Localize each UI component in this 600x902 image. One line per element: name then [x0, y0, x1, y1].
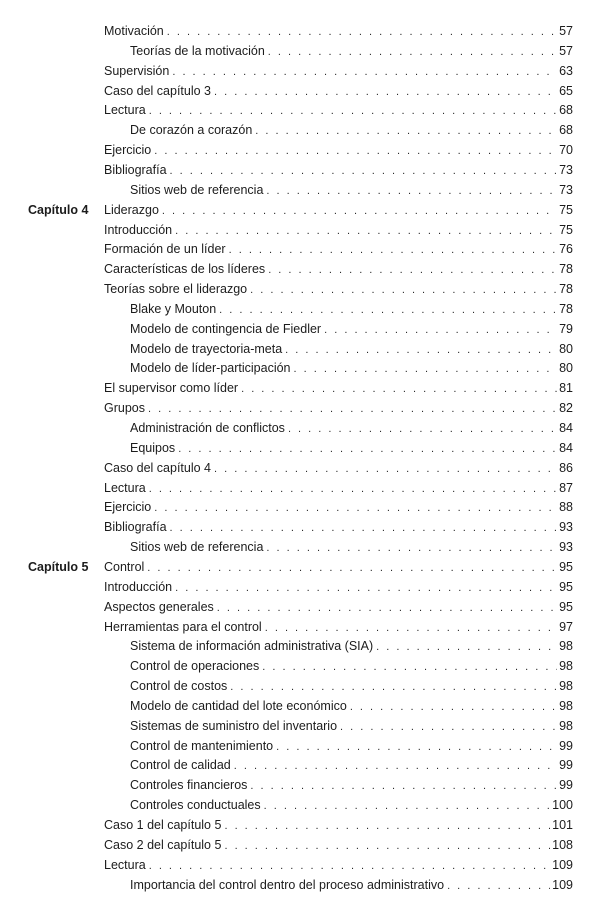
- toc-row: [0, 756, 600, 774]
- page-number: 68: [559, 103, 573, 118]
- page-number: 98: [559, 659, 573, 674]
- page-number: 78: [559, 262, 573, 277]
- entry-title: Formación de un líder: [104, 242, 226, 257]
- toc-row: [0, 677, 600, 695]
- toc-entry[interactable]: [104, 62, 573, 81]
- toc-row: [0, 419, 600, 437]
- page-number: 75: [559, 222, 573, 237]
- toc-subentry[interactable]: [130, 340, 573, 359]
- page-number: 88: [559, 500, 573, 515]
- page-number: 93: [559, 520, 573, 535]
- page-number: 73: [559, 162, 573, 177]
- entry-title: Caso 1 del capítulo 5: [104, 818, 222, 832]
- entry-title: Caso 2 del capítulo 5: [104, 837, 222, 852]
- toc-entry[interactable]: [104, 101, 573, 120]
- entry-title: Supervisión: [104, 63, 170, 78]
- dot-leader: [170, 162, 558, 180]
- chapter-label: Capítulo 4: [28, 202, 89, 217]
- toc-entry[interactable]: [104, 22, 573, 41]
- dot-leader: [268, 261, 557, 279]
- page-number: 84: [559, 440, 573, 455]
- toc-entry[interactable]: [104, 260, 573, 279]
- dot-leader: [276, 738, 557, 756]
- chapter-label: Capítulo 5: [28, 559, 89, 574]
- entry-title: Caso del capítulo 3: [104, 83, 212, 98]
- entry-title: Teorías sobre el liderazgo: [104, 282, 248, 297]
- dot-leader: [288, 420, 557, 438]
- toc-row: [0, 479, 600, 497]
- toc-subentry[interactable]: [130, 439, 573, 458]
- page-number: 86: [559, 460, 573, 475]
- toc-entry[interactable]: [104, 240, 573, 259]
- dot-leader: [178, 440, 557, 458]
- toc-subentry[interactable]: [130, 637, 573, 656]
- page-number: 87: [559, 480, 573, 495]
- toc-row: [0, 320, 600, 338]
- toc-entry[interactable]: [104, 82, 573, 101]
- toc-subentry[interactable]: [130, 657, 573, 676]
- entry-title: Control de costos: [130, 679, 228, 694]
- toc-row: [0, 82, 600, 100]
- toc-entry[interactable]: [104, 479, 573, 498]
- dot-leader: [148, 400, 557, 418]
- entry-title: Introducción: [104, 222, 173, 237]
- page-number: 84: [559, 421, 573, 435]
- entry-title: Modelo de contingencia de Fiedler: [130, 321, 322, 336]
- dot-leader: [324, 321, 557, 339]
- dot-leader: [266, 539, 557, 557]
- entry-title: Herramientas para el control: [104, 619, 262, 634]
- toc-row: [0, 737, 600, 755]
- page-number: 98: [559, 639, 573, 654]
- toc-row: [0, 856, 600, 874]
- entry-title: Sitios web de referencia: [130, 182, 264, 197]
- toc-row: [0, 697, 600, 715]
- page-number: 101: [552, 818, 573, 832]
- toc-entry[interactable]: [104, 379, 573, 398]
- toc-subentry[interactable]: [130, 300, 573, 319]
- toc-entry[interactable]: [104, 459, 573, 478]
- toc-entry[interactable]: [104, 201, 573, 220]
- entry-title: Teorías de la motivación: [130, 43, 265, 58]
- toc-row: [0, 657, 600, 675]
- page-number: 68: [559, 123, 573, 138]
- entry-title: Sistemas de suministro del inventario: [130, 718, 338, 733]
- page-number: 108: [552, 837, 573, 852]
- entry-title: Lectura: [104, 103, 146, 118]
- toc-subentry[interactable]: [130, 359, 573, 378]
- page-number: 65: [559, 83, 573, 98]
- dot-leader: [154, 499, 557, 517]
- dot-leader: [154, 142, 557, 160]
- entry-title: Introducción: [104, 579, 173, 594]
- page-number: 99: [559, 738, 573, 753]
- toc-subentry[interactable]: [130, 776, 573, 795]
- dot-leader: [234, 757, 557, 775]
- dot-leader: [224, 837, 550, 855]
- dot-leader: [214, 83, 557, 101]
- entry-title: Aspectos generales: [104, 599, 214, 614]
- toc-entry[interactable]: [104, 280, 573, 299]
- entry-title: Grupos: [104, 401, 145, 416]
- toc-row: [0, 280, 600, 298]
- toc-row: [0, 439, 600, 457]
- entry-title: Bibliografía: [104, 162, 167, 177]
- toc-row: [0, 379, 600, 397]
- toc-row: [0, 201, 600, 219]
- page-number: 70: [559, 143, 573, 158]
- dot-leader: [170, 519, 558, 537]
- toc-row: [0, 121, 600, 139]
- toc-row: [0, 717, 600, 735]
- entry-title: Ejercicio: [104, 143, 152, 158]
- page-number: 98: [559, 698, 573, 713]
- entry-title: Equipos: [130, 440, 176, 455]
- dot-leader: [241, 380, 557, 398]
- toc-subentry[interactable]: [130, 677, 573, 696]
- toc-row: [0, 498, 600, 516]
- toc-entry[interactable]: [104, 598, 573, 617]
- dot-leader: [294, 360, 558, 378]
- toc-row: [0, 618, 600, 636]
- toc-row: [0, 816, 600, 834]
- entry-title: Ejercicio: [104, 500, 152, 515]
- page-number: 97: [559, 619, 573, 634]
- toc-row: [0, 796, 600, 814]
- entry-title: Sistema de información administrativa (SIA): [130, 639, 374, 654]
- entry-title: Control de mantenimiento: [130, 738, 274, 753]
- toc-subentry[interactable]: [130, 320, 573, 339]
- dot-leader: [250, 777, 557, 795]
- entry-title: Lectura: [104, 857, 146, 872]
- toc-row: [0, 459, 600, 477]
- dot-leader: [167, 23, 557, 41]
- toc-subentry[interactable]: [130, 121, 573, 140]
- entry-title: Bibliografía: [104, 520, 167, 535]
- page-number: 100: [552, 798, 573, 813]
- page-number: 82: [559, 401, 573, 416]
- toc-entry[interactable]: [104, 518, 573, 537]
- entry-title: Modelo de cantidad del lote económico: [130, 698, 347, 713]
- page-number: 81: [559, 381, 573, 396]
- entry-title: De corazón a corazón: [130, 123, 253, 138]
- toc-subentry[interactable]: [130, 181, 573, 200]
- toc-row: [0, 637, 600, 655]
- toc-row: [0, 221, 600, 239]
- entry-title: Motivación: [104, 24, 164, 38]
- page-number: 95: [559, 559, 573, 574]
- page-number: 98: [559, 718, 573, 733]
- entry-title: Control de calidad: [130, 758, 231, 773]
- toc-row: [0, 538, 600, 556]
- dot-leader: [219, 301, 557, 319]
- dot-leader: [172, 63, 557, 81]
- toc-entry[interactable]: [104, 399, 573, 418]
- toc-subentry[interactable]: [130, 796, 573, 815]
- dot-leader: [149, 102, 557, 120]
- entry-title: Caso del capítulo 4: [104, 460, 212, 475]
- toc-row: [0, 240, 600, 258]
- entry-title: Modelo de trayectoria-meta: [130, 341, 283, 356]
- entry-title: Administración de conflictos: [130, 421, 285, 435]
- toc-row: [0, 62, 600, 80]
- dot-leader: [175, 579, 557, 597]
- entry-title: Control de operaciones: [130, 659, 260, 674]
- toc-row: [0, 340, 600, 358]
- page-number: 76: [559, 242, 573, 257]
- page-number: 80: [559, 341, 573, 356]
- toc-subentry[interactable]: [130, 876, 573, 895]
- page-number: 98: [559, 679, 573, 694]
- entry-title: Modelo de líder-participación: [130, 361, 291, 376]
- page-number: 95: [559, 579, 573, 594]
- toc-row: [0, 260, 600, 278]
- toc-subentry[interactable]: [130, 538, 573, 557]
- toc-entry[interactable]: [104, 836, 573, 855]
- dot-leader: [175, 222, 557, 240]
- toc-row: [0, 598, 600, 616]
- toc-row: [0, 42, 600, 60]
- toc-subentry[interactable]: [130, 697, 573, 716]
- page-number: 80: [559, 361, 573, 376]
- toc-row: [0, 558, 600, 576]
- page-number: 93: [559, 540, 573, 555]
- page-number: 57: [559, 43, 573, 58]
- page-number: 63: [559, 63, 573, 78]
- page-number: 99: [559, 778, 573, 793]
- toc-row: [0, 101, 600, 119]
- toc-row: [0, 836, 600, 854]
- entry-title: Sitios web de referencia: [130, 540, 264, 555]
- page-number: 73: [559, 182, 573, 197]
- dot-leader: [268, 43, 557, 61]
- toc-row: [0, 578, 600, 596]
- page-number: 109: [552, 877, 573, 892]
- toc-row: [0, 181, 600, 199]
- toc-row: [0, 359, 600, 377]
- page-number: 109: [552, 857, 573, 872]
- toc-entry[interactable]: [104, 856, 573, 875]
- toc-row: [0, 161, 600, 179]
- toc-row: [0, 518, 600, 536]
- entry-title: Controles financieros: [130, 778, 248, 793]
- toc-entry[interactable]: [104, 816, 573, 835]
- dot-leader: [217, 599, 557, 617]
- dot-leader: [262, 658, 557, 676]
- entry-title: Liderazgo: [104, 202, 159, 217]
- toc-entry[interactable]: [104, 558, 573, 577]
- toc-entry[interactable]: [104, 618, 573, 637]
- dot-leader: [376, 638, 557, 656]
- dot-leader: [224, 817, 550, 835]
- toc-entry[interactable]: [104, 578, 573, 597]
- entry-title: El supervisor como líder: [104, 381, 239, 396]
- dot-leader: [350, 698, 557, 716]
- toc-row: [0, 22, 600, 40]
- toc-subentry[interactable]: [130, 42, 573, 61]
- entry-title: Lectura: [104, 480, 146, 495]
- toc-subentry[interactable]: [130, 756, 573, 775]
- toc-subentry[interactable]: [130, 717, 573, 736]
- toc-row: [0, 141, 600, 159]
- dot-leader: [264, 797, 551, 815]
- dot-leader: [255, 122, 557, 140]
- dot-leader: [265, 619, 557, 637]
- dot-leader: [266, 182, 557, 200]
- toc-row: [0, 876, 600, 894]
- toc-entry[interactable]: [104, 161, 573, 180]
- entry-title: Controles conductuales: [130, 798, 261, 813]
- dot-leader: [230, 678, 557, 696]
- toc-row: [0, 399, 600, 417]
- toc-subentry[interactable]: [130, 419, 573, 438]
- toc-row: [0, 776, 600, 794]
- dot-leader: [250, 281, 557, 299]
- dot-leader: [149, 480, 557, 498]
- toc-entry[interactable]: [104, 141, 573, 160]
- page-number: 57: [559, 24, 573, 38]
- page-number: 99: [559, 758, 573, 773]
- entry-title: Importancia del control dentro del proceso administrativo: [130, 877, 445, 892]
- dot-leader: [447, 877, 550, 895]
- dot-leader: [340, 718, 557, 736]
- dot-leader: [285, 341, 557, 359]
- page-number: 78: [559, 282, 573, 297]
- dot-leader: [149, 857, 550, 875]
- toc-row: [0, 300, 600, 318]
- entry-title: Características de los líderes: [104, 262, 266, 277]
- page-number: 75: [559, 202, 573, 217]
- dot-leader: [147, 559, 557, 577]
- dot-leader: [162, 202, 557, 220]
- toc-entry[interactable]: [104, 221, 573, 240]
- dot-leader: [229, 241, 558, 259]
- entry-title: Control: [104, 559, 145, 574]
- page-number: 79: [559, 321, 573, 336]
- page-number: 95: [559, 599, 573, 614]
- toc-subentry[interactable]: [130, 737, 573, 756]
- dot-leader: [214, 460, 557, 478]
- entry-title: Blake y Mouton: [130, 301, 217, 316]
- page-number: 78: [559, 301, 573, 316]
- toc-entry[interactable]: [104, 498, 573, 517]
